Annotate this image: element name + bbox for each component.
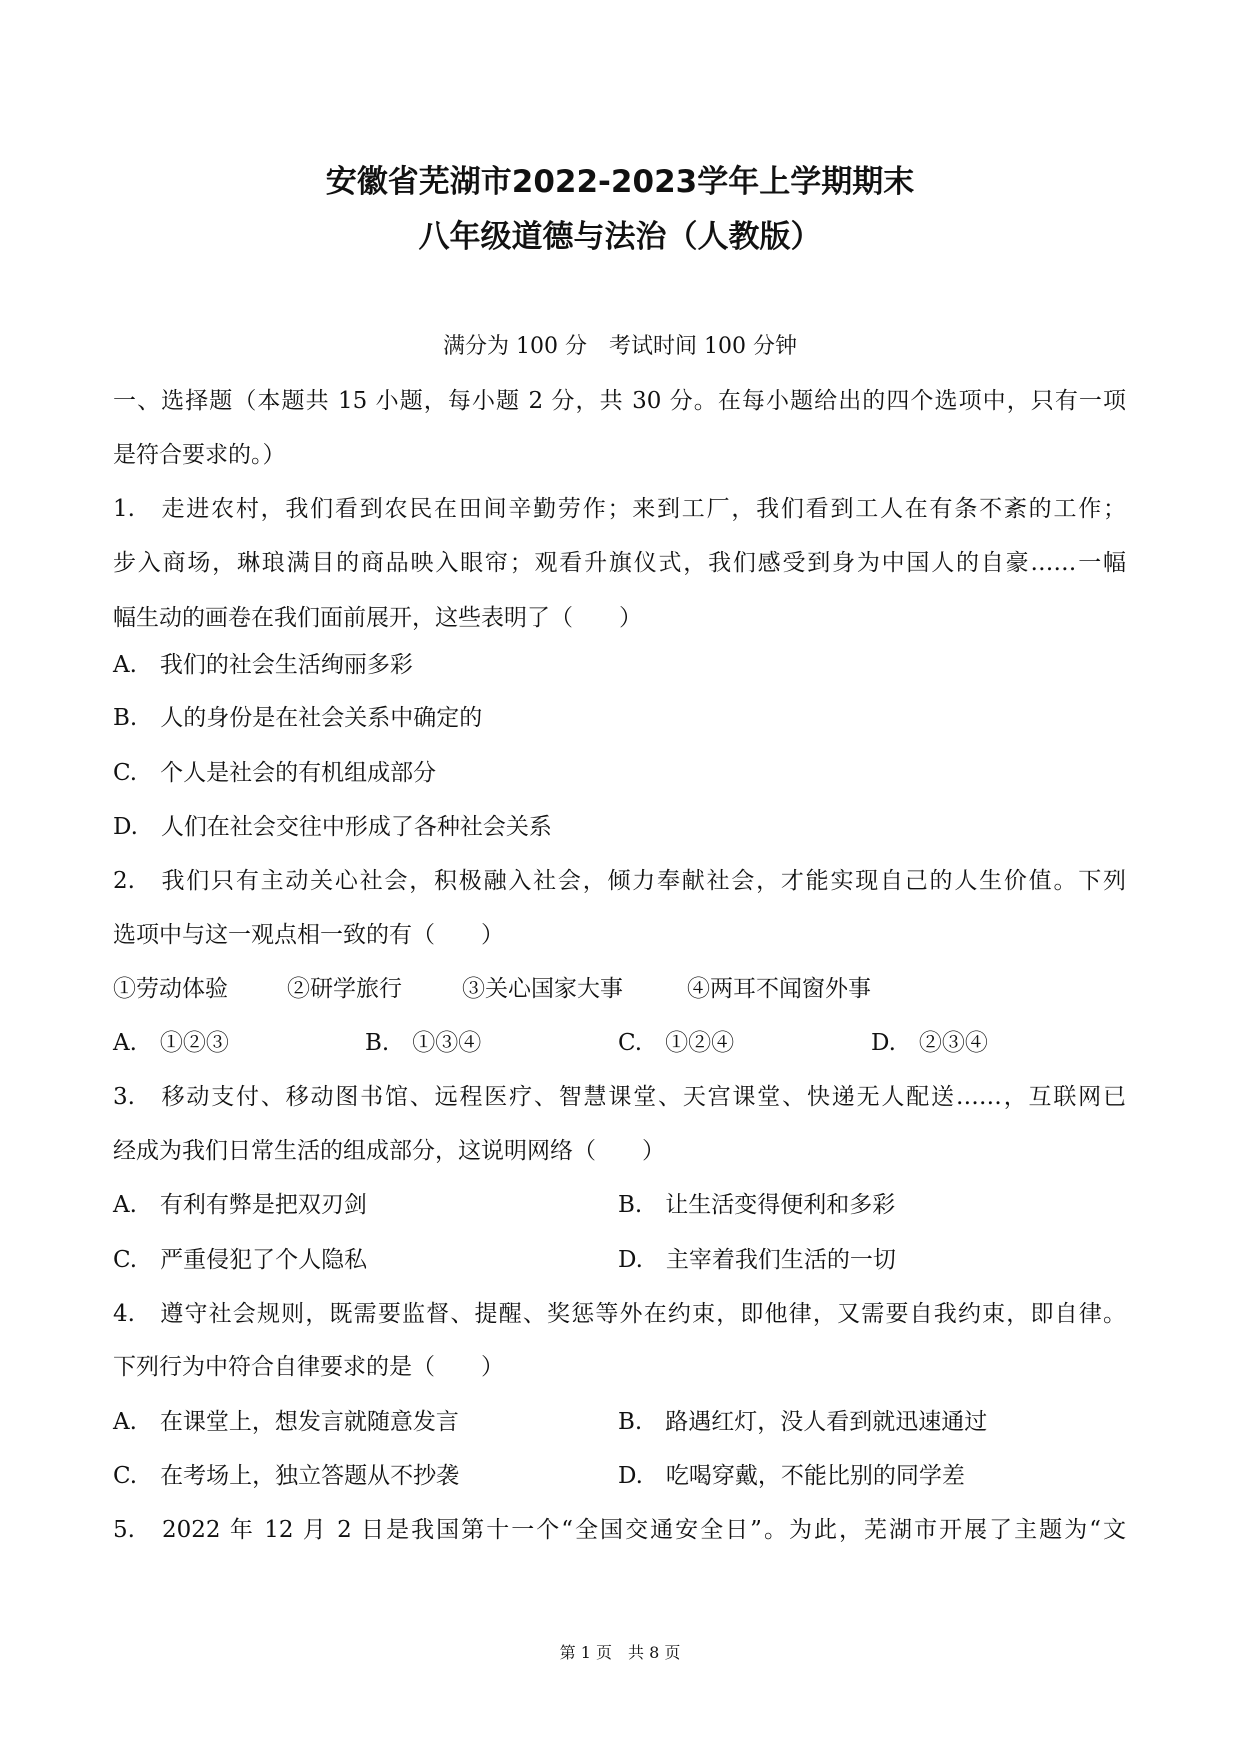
option-a: A. 有利有弊是把双刃剑	[113, 1192, 367, 1218]
statement-2: ②研学旅行	[287, 976, 402, 1002]
statement-1: ①劳动体验	[113, 976, 228, 1002]
option-c: C. 在考场上，独立答题从不抄袭	[113, 1463, 460, 1489]
question-text: 步入商场，琳琅满目的商品映入眼帘；观看升旗仪式，我们感受到身为中国人的自豪……一幅	[113, 550, 1126, 576]
option-c: C. 严重侵犯了个人隐私	[113, 1247, 368, 1273]
section-heading-cont: 是符合要求的。）	[113, 442, 286, 468]
question-text: 幅生动的画卷在我们面前展开，这些表明了（ ）	[113, 605, 642, 631]
statement-4: ④两耳不闻窗外事	[687, 976, 871, 1002]
question-text: 1. 走进农村，我们看到农民在田间辛勤劳作；来到工厂，我们看到工人在有条不紊的工作；	[113, 496, 1126, 522]
question-text: 下列行为中符合自律要求的是（ ）	[113, 1354, 504, 1380]
option-b: B. ①③④	[365, 1030, 482, 1056]
question-text: 3. 移动支付、移动图书馆、远程医疗、智慧课堂、天宫课堂、快递无人配送……，互联网已	[113, 1084, 1126, 1110]
option-d: D. ②③④	[871, 1030, 988, 1056]
question-text: 选项中与这一观点相一致的有（ ）	[113, 922, 504, 948]
document-title: 安徽省芜湖市2022-2023学年上学期期末	[325, 164, 915, 200]
question-text: 2. 我们只有主动关心社会，积极融入社会，倾力奉献社会，才能实现自己的人生价值。下列	[113, 868, 1126, 894]
question-text: 4. 遵守社会规则，既需要监督、提醒、奖惩等外在约束，即他律，又需要自我约束，即自律。	[113, 1301, 1126, 1327]
statement-3: ③关心国家大事	[462, 976, 623, 1002]
option-d: D. 吃喝穿戴，不能比别的同学差	[618, 1463, 965, 1489]
option-a: A. ①②③	[113, 1030, 229, 1056]
option-b: B. 让生活变得便利和多彩	[618, 1192, 896, 1218]
option-d: D. 人们在社会交往中形成了各种社会关系	[113, 814, 552, 840]
document-subtitle: 八年级道德与法治（人教版）	[418, 219, 822, 255]
option-d: D. 主宰着我们生活的一切	[618, 1247, 896, 1273]
option-a: A. 我们的社会生活绚丽多彩	[113, 652, 413, 678]
option-c: C. 个人是社会的有机组成部分	[113, 760, 437, 786]
page-number: 第 1 页 共 8 页	[559, 1643, 681, 1662]
question-text: 经成为我们日常生活的组成部分，这说明网络（ ）	[113, 1138, 665, 1164]
question-5-text: 5. 2022 年 12 月 2 日是我国第十一个“全国交通安全日”。为此，芜湖市开展了主题为“文	[113, 1517, 1126, 1543]
section-heading: 一、选择题（本题共 15 小题，每小题 2 分，共 30 分。在每小题给出的四个选项中，只有一项	[113, 388, 1126, 414]
option-b: B. 人的身份是在社会关系中确定的	[113, 705, 483, 731]
option-b: B. 路遇红灯，没人看到就迅速通过	[618, 1409, 988, 1435]
option-c: C. ①②④	[618, 1030, 735, 1056]
exam-info: 满分为 100 分 考试时间 100 分钟	[443, 334, 797, 359]
option-a: A. 在课堂上，想发言就随意发言	[113, 1409, 459, 1435]
